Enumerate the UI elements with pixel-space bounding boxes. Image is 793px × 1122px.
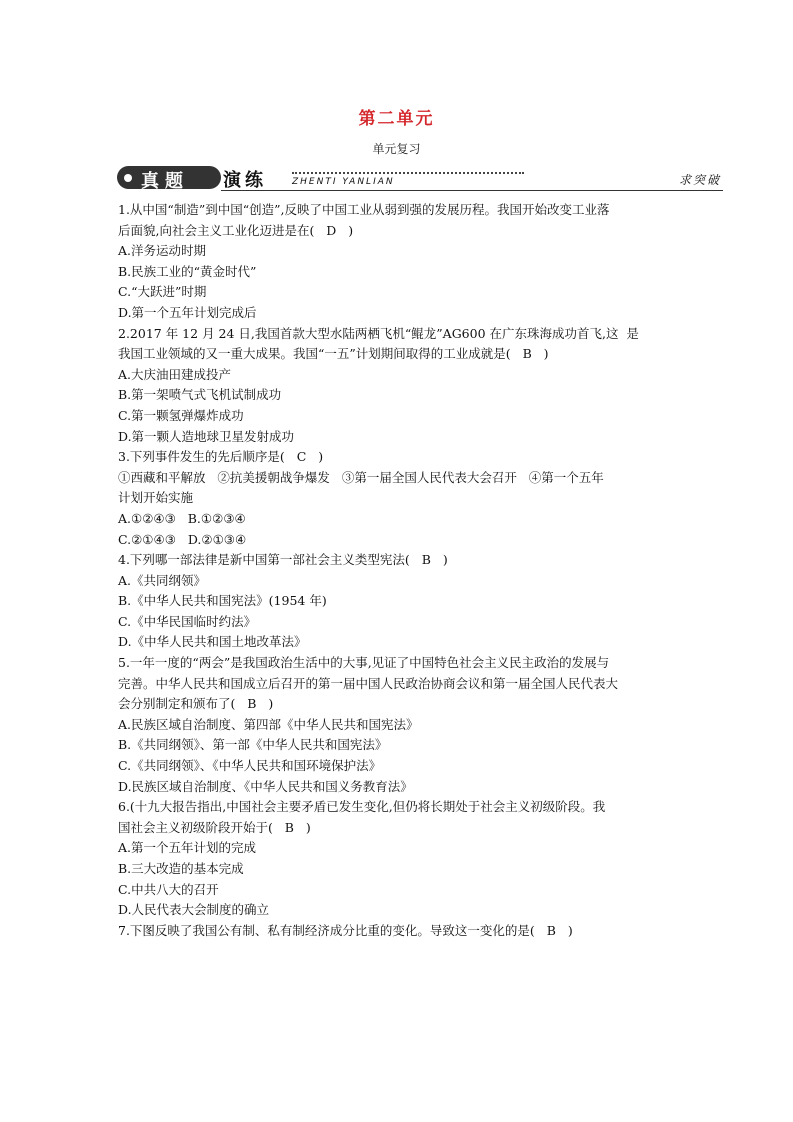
- question-stem-line: 后面貌,向社会主义工业化迈进是在( D ): [118, 222, 354, 238]
- option-b: B.《共同纲领》、第一部《中华人民共和国宪法》: [118, 737, 388, 753]
- question-stem-line: 2.2017 年 12 月 24 日,我国首款大型水陆两栖飞机“鲲龙”AG600 在广东珠海成功首飞,这 是: [118, 325, 639, 341]
- option-c: C.中共八大的召开: [118, 881, 219, 897]
- question-stem-line: 4.下列哪一部法律是新中国第一部社会主义类型宪法( B ): [118, 552, 448, 568]
- question-stem-line: 1.从中国“制造”到中国“创造”,反映了中国工业从弱到强的发展历程。我国开始改变工业落: [118, 202, 610, 217]
- option-c: C.第一颗氢弹爆炸成功: [118, 407, 244, 423]
- option-cd: C.②①④③ D.②①③④: [118, 531, 247, 547]
- banner-dotted-rule: [292, 172, 524, 174]
- question-4: [118, 550, 683, 653]
- banner-pinyin: ZHENTI YANLIAN: [292, 177, 395, 187]
- option-d: D.第一颗人造地球卫星发射成功: [118, 428, 295, 444]
- option-b: B.民族工业的“黄金时代”: [118, 263, 257, 279]
- question-5: [118, 653, 683, 797]
- question-6: [118, 797, 683, 921]
- question-stem-line: ①西藏和平解放 ②抗美援朝战争爆发 ③第一届全国人民代表大会召开 ④第一个五年: [118, 469, 604, 485]
- page-subtitle: 单元复习: [372, 142, 421, 156]
- option-d: D.第一个五年计划完成后: [118, 304, 257, 320]
- question-stem-line: 6.(十九大报告指出,中国社会主要矛盾已发生变化,但仍将长期处于社会主义初级阶段。我: [118, 799, 606, 815]
- question-7: [118, 921, 683, 942]
- question-stem-line: 国社会主义初级阶段开始于( B ): [118, 819, 311, 835]
- option-d: D.人民代表大会制度的确立: [118, 902, 270, 918]
- option-b: B.三大改造的基本完成: [118, 861, 244, 876]
- banner-yanlian: 演练: [223, 170, 267, 191]
- option-b: B.第一架喷气式飞机试制成功: [118, 387, 282, 403]
- option-c: C.《中华民国临时约法》: [118, 613, 257, 629]
- question-stem-line: 会分别制定和颁布了( B ): [118, 696, 274, 712]
- option-d: D.《中华人民共和国土地改革法》: [118, 634, 307, 650]
- question-stem-line: 完善。中华人民共和国成立后召开的第一届中国人民政治协商会议和第一届全国人民代表大: [118, 675, 619, 691]
- question-stem-line: 我国工业领域的又一重大成果。我国“一五”计划期间取得的工业成就是( B ): [118, 346, 549, 362]
- question-stem-line: 5.一年一度的“两会”是我国政治生活中的大事,见证了中国特色社会主义民主政治的发展与: [118, 655, 610, 671]
- question-3: [118, 447, 683, 550]
- question-stem-line: 3.下列事件发生的先后顺序是( C ): [118, 449, 324, 465]
- banner-right-label: 求突破: [678, 173, 721, 187]
- question-2: [118, 324, 683, 448]
- option-c: C.“大跃进”时期: [118, 284, 207, 300]
- option-a: A.民族区域自治制度、第四部《中华人民共和国宪法》: [118, 716, 419, 732]
- option-a: A.第一个五年计划的完成: [118, 840, 257, 856]
- option-a: A.《共同纲领》: [118, 572, 207, 588]
- page-title: 第二单元: [358, 109, 435, 129]
- question-stem-line: 计划开始实施: [118, 490, 194, 506]
- bullet-dot-icon: [124, 174, 132, 182]
- option-d: D.民族区域自治制度、《中华人民共和国义务教育法》: [118, 778, 413, 794]
- banner-zhenti: 真题: [141, 171, 189, 192]
- question-list: [118, 200, 683, 941]
- option-c: C.《共同纲领》、《中华人民共和国环境保护法》: [118, 758, 382, 774]
- option-a: A.大庆油田建成投产: [118, 366, 232, 382]
- section-banner: [117, 164, 723, 194]
- option-a: A.洋务运动时期: [118, 243, 207, 259]
- banner-pill: [117, 166, 221, 192]
- question-1: [118, 200, 683, 324]
- question-stem-line: 7.下图反映了我国公有制、私有制经济成分比重的变化。导致这一变化的是( B ): [118, 922, 573, 938]
- banner-rule: [221, 190, 723, 191]
- option-ab: A.①②④③ B.①②③④: [118, 510, 246, 526]
- option-b: B.《中华人民共和国宪法》(1954 年): [118, 593, 327, 609]
